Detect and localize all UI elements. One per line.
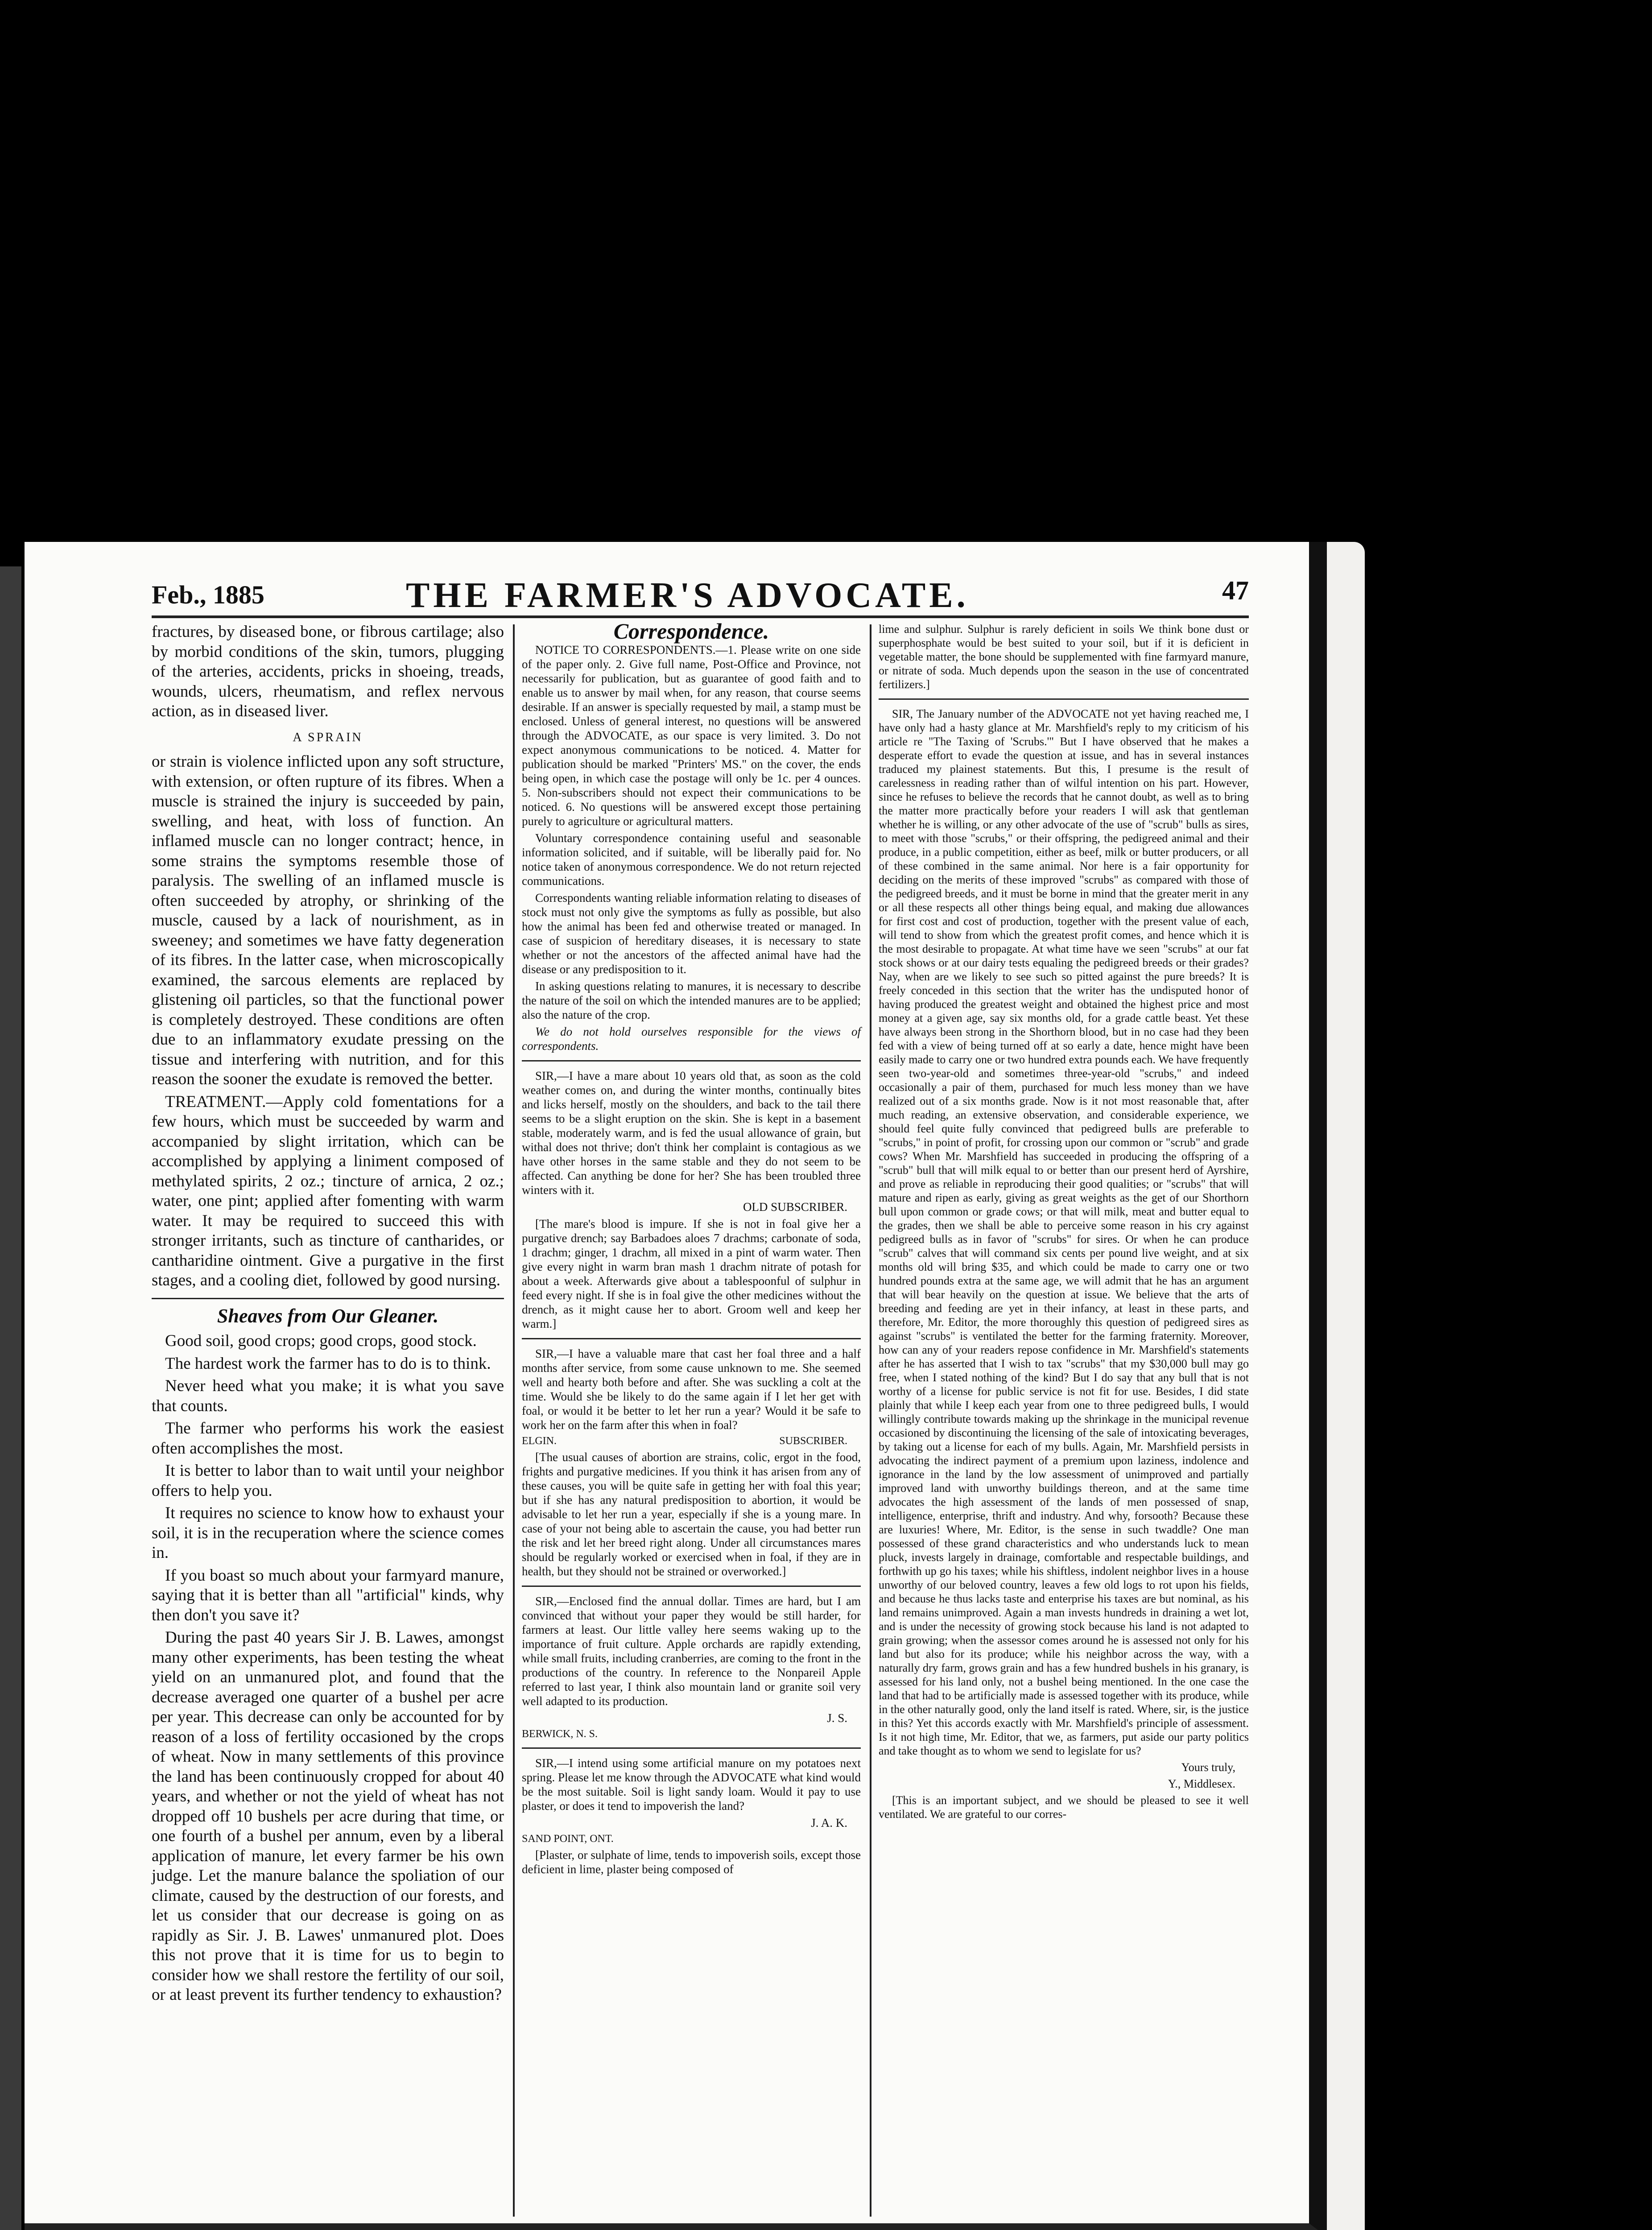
paragraph: If you boast so much about your farmyard manure, saying that it is better than all "artificial" kinds, why then don't you save it? <box>152 1566 504 1624</box>
paragraph: The hardest work the farmer has to do is to think. <box>165 1354 491 1373</box>
divider <box>522 1747 861 1749</box>
issue-date: Feb., 1885 <box>152 580 264 609</box>
letter: SIR,—I intend using some artificial manure on my potatoes next spring. Please let me know through the ADVOCATE what kind would be the most suitable. Soil is light sandy loam. Would it pay to use plaster, or does it tend to impoverish the land? <box>522 1756 861 1813</box>
paragraph: Never heed what you make; it is what you save that counts. <box>152 1377 504 1415</box>
divider <box>522 1060 861 1061</box>
place: ELGIN. <box>522 1435 557 1447</box>
paragraph: TREATMENT.—Apply cold fomentations for a few hours, which must be succeeded by warm and accompanied by slight irritation, which can be accomplished by applying a liniment composed of methylated spirits, 2 oz.; tincture of arnica, 2 oz.; water, one pint; applied after fomenting with warm water. It may be required to succeed this with stronger irritants, such as tincture of cantharides, or cantharidine ointment. Give a purgative in the first stages, and a cooling diet, followed by good nursing. <box>152 1092 504 1289</box>
editor-note: [This is an important subject, and we should be pleased to see it well ventilated. We are grateful to our corres- <box>879 1794 1249 1821</box>
paragraph: lime and sulphur. Sulphur is rarely deficient in soils We think bone dust or superphosphate would be best suited to your soil, but if it is deficient in vegetable matter, the bone should be supplemented with fine farmyard manure, or nitrate of soda. Much depends upon the season in the use of concentrated fertilizers.] <box>879 623 1249 691</box>
paragraph: Good soil, good crops; good crops, good stock. <box>165 1332 477 1350</box>
reply: [Plaster, or sulphate of lime, tends to impoverish soils, except those deficient in lime, plaster being composed of <box>522 1848 861 1876</box>
signature: OLD SUBSCRIBER. <box>743 1200 847 1214</box>
place-signature <box>522 1435 861 1447</box>
paragraph: The farmer who performs his work the easiest often accomplishes the most. <box>152 1419 504 1458</box>
paragraph: or strain is violence inflicted upon any soft structure, with extension, or often rupture of its fibres. When a muscle is strained the injury is succeeded by pain, swelling, and heat, with loss of function. An inflamed muscle can no longer contract; hence, in some strains the symptoms resemble those of paralysis. The swelling of an inflamed muscle is often succeeded by atrophy, or shrinking of the muscle, caused by a lack of nourishment, as in sweeney; and sometimes we have fatty degeneration of its fibres. In the latter case, when microscopically examined, the sarcous elements are replaced by glistening oil particles, so that the functional power is completely destroyed. These conditions are often due to an inflammatory exudate pressing on the tissue and interfering with nutrition, and for this reason the sooner the exudate is removed the better. <box>152 752 504 1088</box>
signature: SUBSCRIBER. <box>779 1435 847 1447</box>
place: SAND POINT, ONT. <box>522 1833 614 1845</box>
section-heading: Sheaves from Our Gleaner. <box>217 1305 439 1327</box>
reply: [The usual causes of abortion are strains, colic, ergot in the food, frights and purgative medicines. If you think it has arisen from any of these causes, you will be quite safe in getting her with foal this year; but if she has any natural predisposition to abortion, it would be advisable to let her run a year, especially if she is a young mare. In case of your not being able to ascertain the cause, you had better run the risk and let her breed right along. Under all circumstances mares should be regularly worked or exercised when in foal, if they are in health, but they should not be strained or overworked.] <box>522 1450 861 1578</box>
newspaper-page <box>25 542 1327 2230</box>
column-divider <box>870 624 871 2217</box>
paragraph: It is better to labor than to wait until your neighbor offers to help you. <box>152 1462 504 1500</box>
letter: SIR,—I have a mare about 10 years old that, as soon as the cold weather comes on, and during the winter months, continually bites and licks herself, mostly on the shoulders, and back to the tail there seems to be a slight eruption on the skin. She is kept in a basement stable, moderately warm, and is fed the usual allowance of grain, but withal does not thrive; don't think her complaint is contagious as we have other horses in the same stable and they do not seem to be affected. Can anything be done for her? She has been troubled three winters with it. <box>522 1069 861 1197</box>
place: BERWICK, N. S. <box>522 1728 598 1740</box>
page-number: 47 <box>1222 576 1249 605</box>
divider <box>879 698 1249 700</box>
signature: J. S. <box>827 1711 847 1725</box>
column-2 <box>522 619 861 1879</box>
section-heading: A SPRAIN <box>293 730 363 744</box>
paragraph: fractures, by diseased bone, or fibrous cartilage; also by morbid conditions of the skin, tumors, plugging of the arteries, accidents, pricks in shoeing, treads, wounds, ulcers, rheumatism, and reflex nervous action, as in diseased liver. <box>152 623 504 720</box>
paragraph: During the past 40 years Sir J. B. Lawes, amongst many other experiments, has been testing the wheat yield on an unmanured plot, and found that the decrease averaged one quarter of a bushel per acre per year. This decrease can only be accounted for by reason of a loss of fertility occasioned by the crops of wheat. Now in many settlements of this province the land has been continuously cropped for about 40 years, and whether or not the yield of wheat has not dropped off 10 bushels per acre during that time, or one fourth of a bushel per annum, even by a liberal application of manure, let every farmer be his own judge. Let the manure balance the spoliation of our climate, caused by the destruction of our forests, and let us consider that our decrease is going on as rapidly as Sir. J. B. Lawes' unmanured plot. Does this not prove that it is time for us to begin to consider how we shall restore the fertility of our soil, or at least prevent its further tendency to exhaustion? <box>152 1628 504 2004</box>
letter: SIR,—I have a valuable mare that cast her foal three and a half months after service, from some cause unknown to me. She seemed well and hearty both before and after. She was suckling a colt at the time. Would she be likely to do the same again if I let her get with foal, or would it be better to let her run a year? Would it be safe to work her on the farm after this when in foal? <box>522 1347 861 1432</box>
reply: [The mare's blood is impure. If she is not in foal give her a purgative drench; say Barbadoes aloes 7 drachms; carbonate of soda, 1 drachm; ginger, 1 drachm, all mixed in a pint of warm water. Then give every night in warm bran mash 1 drachm nitrate of potash for about a week. Afterwards give about a tablespoonful of sulphur in feed every night. If she is in foal give the other medicines without the drench, as it might cause her to abort. Groom well and keep her warm.] <box>522 1217 861 1330</box>
page-frame <box>25 542 1365 2230</box>
masthead-title: THE FARMER'S ADVOCATE. <box>406 576 969 615</box>
column-divider <box>513 624 515 2217</box>
divider <box>522 1338 861 1339</box>
paragraph: It requires no science to know how to exhaust your soil, it is in the recuperation where the science comes in. <box>152 1504 504 1562</box>
divider <box>522 1586 861 1587</box>
paragraph: Voluntary correspondence containing useful and seasonable information solicited, and if suitable, will be liberally paid for. No notice taken of anonymous correspondence. We do not return rejected communications. <box>522 831 861 888</box>
letter: SIR, The January number of the ADVOCATE not yet having reached me, I have only had a hasty glance at Mr. Marshfield's reply to my criticism of his article re "The Taxing of 'Scrubs.'" But I have observed that he makes a desperate effort to evade the question at issue, and has in several instances traduced my plainest statements. But this, I presume is the result of carelessness in reading rather than of wilful intention on his part. However, since he refuses to believe the records that he cannot doubt, as well as to bring the matter more practically before your readers I will ask that gentleman whether he is willing, or any other advocate of the use of "scrub" bulls as sires, to meet with those "scrubs," or their offspring, the pedigreed animal and their produce, in a public competition, either as beef, milk or butter producers, or all of these combined in the same animal. Nor here is a fair opportunity for deciding on the merits of these improved "scrubs" as compared with those of the pedigreed breeds, and it must be borne in mind that the greater merit in any or all these respects all other things being equal, and making due allowances for first cost and cost of production, together with the present value of each, will tend to show from which the greatest profit comes, and hence which it is the most desirable to propagate. At what time have we seen "scrubs" at our fat stock shows or at our dairy tests equaling the pedigreed breeds or their grades? Nay, when are we likely to see such so pitted against the pure breeds? It is freely conceded in this section that the writer has the undisputed honor of having produced the greatest weight and obtained the highest price and most money at a given age, say six months old, for a grade cattle beast. Yet these have always been strong in the Shorthorn blood, but in no case had they been fed with a view of being turned off at so early a date, hence might have been easily made to carry one or two hundred extra pounds each. We have frequently seen two-year-old and sometimes three-year-old "scrubs," and indeed occasionally a pair of them, purchased for much less money than we have realized out of a six months grade. Now is it not most reasonable that, after much reading, an extensive observation, and considerable experience, we should feel quite fully convinced that pedigreed bulls are preferable to "scrubs," in point of profit, for crossing upon our common or "scrub" and grade cows? When Mr. Marshfield has succeeded in producing the offspring of a "scrub" bull that will milk equal to or better than our present herd of Ayrshire, and prove as reliable in reproducing their good qualities; or "scrubs" that will mature and ripen as early, giving as great weights as the get of our Shorthorn bull upon common or grade cows; or that will milk, meat and butter equal to the grades, then we shall be able to perceive some reason in his cry against pedigreed bulls as in favor of "scrubs" for sires. Or when he can produce "scrub" calves that will command six cents per pound live weight, and at six months old will bring $35, and which could be made to carry one or two hundred pounds extra at the same age, we will admit that he has an argument that will bear heavily on the question at issue. We believe that the arts of breeding and feeding are yet in their infancy, at least in these parts, and therefore, Mr. Editor, the more thoroughly this question of pedigreed sires as against "scrubs" is ventilated the better for the farming fraternity. Moreover, how can any of your readers repose confidence in Mr. Marshfield's statements after he has asserted that I wish to tax "scrubs" that my $30,000 bull may go free, when I stated nothing of the kind? But I do say that any bull that is not worthy of a license for public service is not fit for use. Besides, I did state plainly that while I keep each year from one to three pedigreed bulls, I would willingly contribute towards making up the shrinkage in the municipal revenue occasioned by discontinuing the licensing of the sale of intoxicating beverages, by taking out a license for each of my bulls. Again, Mr. Marshfield persists in advocating the indirect payment of a premium upon laziness, indolence and ignorance in the land by the low assessment of unimproved and partially improved land with unworthy buildings thereon, and at the same time advocates the high assessment of the lands of men possessed of snap, intelligence, enterprise, thrift and industry. And why, forsooth? Because these are luxuries! Where, Mr. Editor, is the sense in such twaddle? One man possessed of these grand characteristics and who understands luck to mean pluck, invests largely in drainage, comfortable and respectable buildings, and forthwith up go his taxes; while his shiftless, indolent neighbor lives in a house unworthy of our beloved country, leaves a few old logs to rot upon his fields, and because he thus lacks taste and enterprise his taxes are but nominal, as his land remains unimproved. Again a man invests hundreds in draining a wet lot, and is under the necessity of growing stock because his land is not adapted to grain growing; when the assessor comes around he is assessed not only for his land but also for its produce; while his neighbor across the way, with a naturally dry farm, grows grain and has a few hundred bushels in his granary, is assessed for his land only, not a bushel being mentioned. In the one case the land that had to be artificially made is assessed together with its produce, while in the other naturally good, only the land itself is rated. Where, sir, is the justice in this? Yet this accords exactly with Mr. Marshfield's principle of assessment. Is it not high time, Mr. Editor, that we, as farmers, put aside our party politics and take thought as to whom we send to legislate for us? <box>879 707 1249 1757</box>
signature: Yours truly, <box>1181 1761 1235 1774</box>
paragraph: NOTICE TO CORRESPONDENTS.—1. Please write on one side of the paper only. 2. Give full name, Post-Office and Province, not necessarily for publication, but as guarantee of good faith and to enable us to answer by mail when, for any reason, that course seems desirable. If an answer is specially requested by mail, a stamp must be enclosed. Unless of general interest, no questions will be answered through the ADVOCATE, as our space is very limited. 3. Do not expect anonymous communications to be noticed. 4. Matter for publication should be marked "Printers' MS." on the cover, the ends being open, in which case the postage will only be 1c. per 4 ounces. 5. Non-subscribers should not expect their communications to be noticed. 6. No questions will be answered except those pertaining purely to agriculture or agricultural matters. <box>522 643 861 828</box>
column-1 <box>152 622 504 2008</box>
signature: J. A. K. <box>811 1816 847 1829</box>
disclaimer: We do not hold ourselves responsible for the views of correspondents. <box>522 1025 861 1053</box>
divider <box>152 1298 504 1299</box>
paragraph: In asking questions relating to manures, it is necessary to describe the nature of the soil on which the intended manures are to be applied; also the nature of the crop. <box>522 979 861 1021</box>
adjacent-page-edge <box>0 566 21 2230</box>
section-heading: Correspondence. <box>613 619 769 644</box>
paragraph: Correspondents wanting reliable information relating to diseases of stock must not only give the symptoms as fully as possible, but also how the animal has been fed and otherwise treated or managed. In case of suspicion of hereditary diseases, it is necessary to state whether or not the ancestors of the affected animal have had the disease or any predisposition to it. <box>522 891 861 976</box>
header-rule <box>152 615 1249 618</box>
letter: SIR,—Enclosed find the annual dollar. Times are hard, but I am convinced that without your paper they would be still harder, for farmers at least. Our little valley here seems waking up to the importance of fruit culture. Apple orchards are rapidly extending, while small fruits, including cranberries, are coming to the front in the productions of the country. In reference to the Nonpareil Apple referred to last year, I think also mountain land or granite soil very well adapted to its production. <box>522 1594 861 1708</box>
page-header <box>152 573 1249 613</box>
signature: Y., Middlesex. <box>1168 1777 1235 1790</box>
column-3 <box>879 622 1249 1824</box>
